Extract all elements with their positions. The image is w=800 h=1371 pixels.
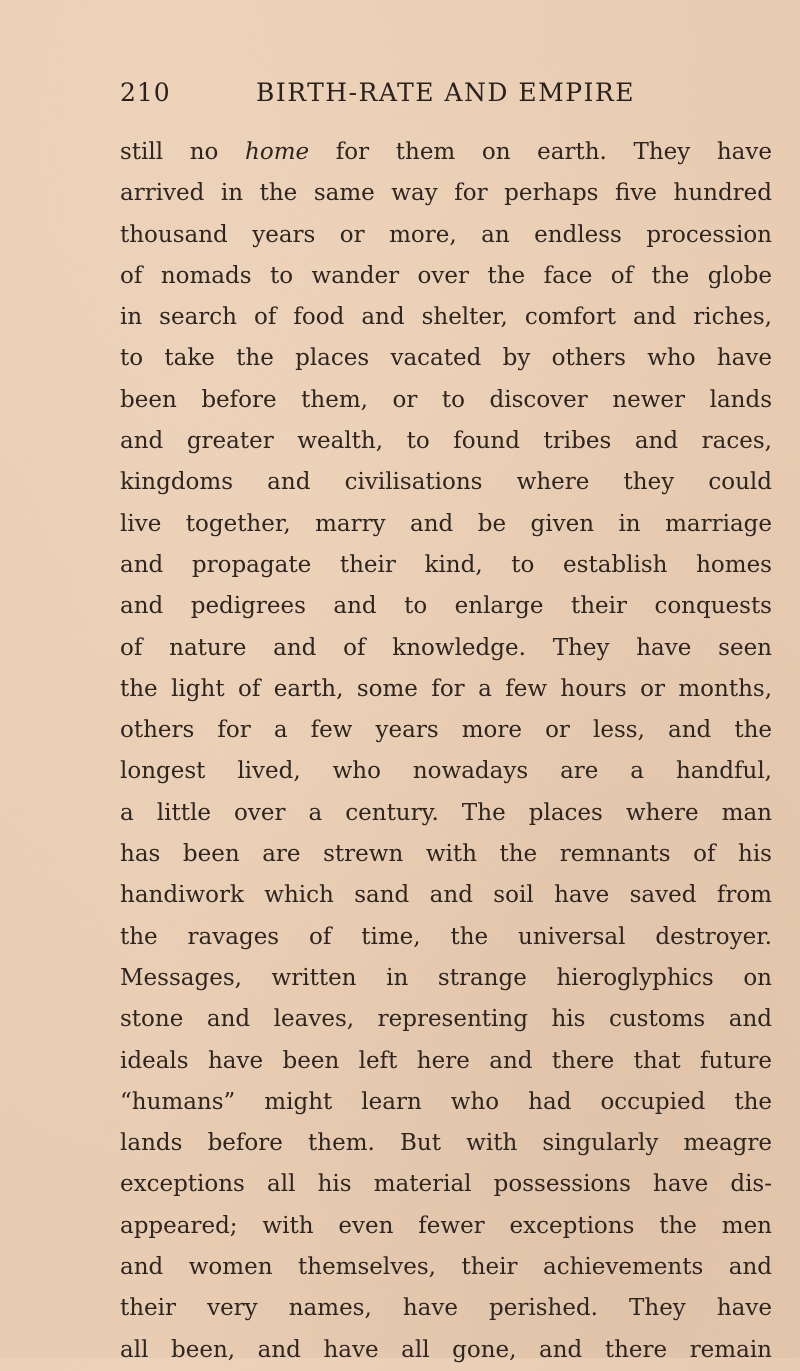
text-line: stone and leaves, representing his customs and — [120, 1006, 772, 1033]
text-line: appeared; with even fewer exceptions the men — [120, 1212, 772, 1239]
text-line: and greater wealth, to found tribes and races, — [120, 428, 772, 455]
text-line: ideals have been left here and there that future — [120, 1047, 772, 1074]
text-line: the ravages of time, the universal destroyer. — [120, 923, 772, 950]
text-line: to take the places vacated by others who have — [120, 345, 772, 372]
text-line: a little over a century. The places where man — [120, 799, 772, 826]
text-line: others for a few years more or less, and the — [120, 717, 772, 744]
text-line: been before them, or to discover newer lands — [120, 386, 772, 413]
text-line: and women themselves, their achievements and — [120, 1254, 772, 1281]
running-head — [118, 78, 678, 118]
text-line: lands before them. But with singularly meagre — [120, 1130, 772, 1157]
running-title: BIRTH-RATE AND EMPIRE — [256, 78, 635, 107]
text-line: all been, and have all gone, and there remain — [120, 1336, 772, 1363]
text-line: in search of food and shelter, comfort and riches, — [120, 304, 772, 331]
text-line: live together, marry and be given in marriage — [120, 510, 772, 537]
text-line: of nomads to wander over the face of the globe — [120, 262, 772, 289]
text-line: the light of earth, some for a few hours or months, — [120, 675, 772, 702]
text-line: handiwork which sand and soil have saved from — [120, 882, 772, 909]
text-line: kingdoms and civilisations where they could — [120, 469, 772, 496]
text-line: arrived in the same way for perhaps five hundred — [120, 180, 772, 207]
text-line: and propagate their kind, to establish homes — [120, 551, 772, 578]
text-line: thousand years or more, an endless procession — [120, 221, 772, 248]
text-line: their very names, have perished. They have — [120, 1295, 772, 1322]
text-line: has been are strewn with the remnants of his — [120, 841, 772, 868]
text-line: still no home for them on earth. They have — [120, 139, 772, 165]
body-text — [120, 132, 772, 1371]
text-line: longest lived, who nowadays are a handful, — [120, 758, 772, 785]
text-line: Messages, written in strange hieroglyphics on — [120, 964, 772, 991]
emphasis: home — [245, 139, 310, 165]
page-number: 210 — [120, 78, 171, 107]
text-line: exceptions all his material possessions have dis- — [120, 1171, 772, 1198]
text-line: of nature and of knowledge. They have seen — [120, 634, 772, 661]
text-line: “humans” might learn who had occupied the — [120, 1088, 772, 1115]
text-line: and pedigrees and to enlarge their conquests — [120, 593, 772, 620]
